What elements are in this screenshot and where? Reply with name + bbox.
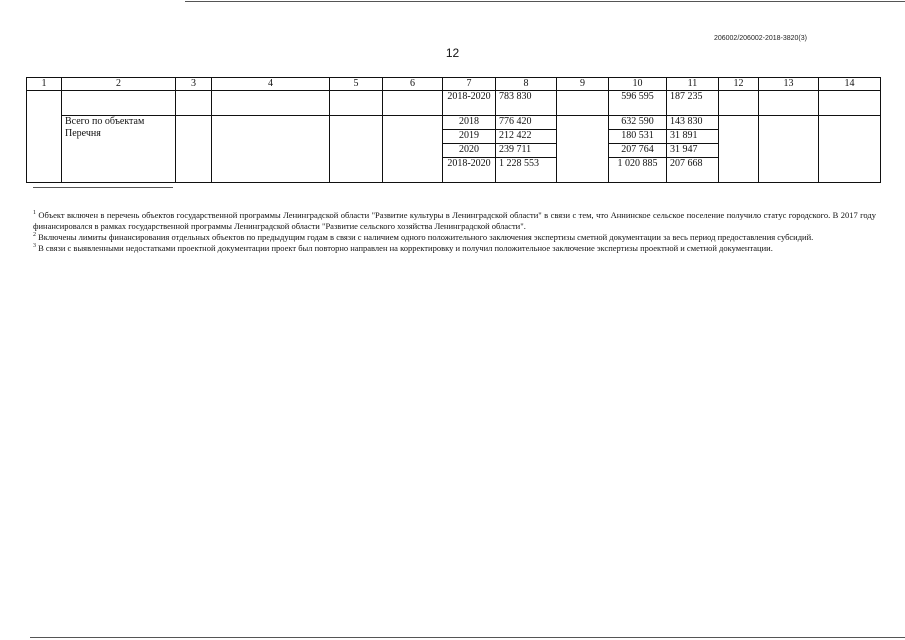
column-header: 1	[27, 78, 62, 91]
footnote-2	[33, 232, 876, 243]
column-header: 6	[383, 78, 443, 91]
cell-total: 239 711	[496, 144, 557, 158]
column-header: 13	[759, 78, 819, 91]
footnote-3	[33, 243, 876, 254]
cell-col6	[383, 116, 443, 183]
cell-col11: 187 235	[667, 91, 719, 116]
footnote-1	[33, 210, 876, 232]
column-header: 3	[176, 78, 212, 91]
cell-col12	[719, 91, 759, 116]
cell-col9	[557, 116, 609, 183]
cell-col3	[176, 91, 212, 116]
cell-col11: 207 668	[667, 158, 719, 183]
cell-year: 2018-2020	[443, 158, 496, 183]
column-header: 2	[62, 78, 176, 91]
cell-col11: 31 947	[667, 144, 719, 158]
document-id: 206002/206002-2018-3820(3)	[713, 35, 807, 42]
bottom-edge-line	[30, 637, 905, 638]
column-header: 11	[667, 78, 719, 91]
cell-col10: 596 595	[609, 91, 667, 116]
column-header: 14	[819, 78, 881, 91]
cell-year: 2018	[443, 116, 496, 130]
cell-year: 2019	[443, 130, 496, 144]
cell-col13	[759, 116, 819, 183]
cell-year: 2018-2020	[443, 91, 496, 116]
column-header: 9	[557, 78, 609, 91]
column-header: 5	[330, 78, 383, 91]
cell-total: 1 228 553	[496, 158, 557, 183]
top-edge-line	[185, 1, 905, 2]
cell-col14	[819, 116, 881, 183]
cell-total: 776 420	[496, 116, 557, 130]
column-header: 4	[212, 78, 330, 91]
footnote-text: Включены лимиты финансирования отдельных объектов по предыдущим годам в связи с наличием одного положительного заключения экспертизы сметной документации за весь период предоставления субсидий.	[38, 232, 814, 242]
column-number-row	[27, 78, 881, 91]
footnote-text: Объект включен в перечень объектов государственной программы Ленинградской области "Развитие культуры в Ленинградской области" в связи с тем, что Аннинское сельское поселение получило статус городского. В 2017 году финансировался в рамках государственной программы Ленинградской области "Развитие сельского хозяйства Ленинградской области".	[33, 210, 877, 231]
cell-col4	[212, 116, 330, 183]
cell-col11: 143 830	[667, 116, 719, 130]
column-header: 8	[496, 78, 557, 91]
column-header: 7	[443, 78, 496, 91]
financing-table	[26, 77, 881, 183]
group-label: Всего по объектам Перечня	[62, 116, 176, 183]
cell-col3	[176, 116, 212, 183]
footnote-mark: 3	[33, 243, 36, 250]
cell-total: 212 422	[496, 130, 557, 144]
cell-col10: 1 020 885	[609, 158, 667, 183]
cell-col13	[759, 91, 819, 116]
cell-col5	[330, 91, 383, 116]
footnote-mark: 1	[33, 210, 36, 217]
cell-col11: 31 891	[667, 130, 719, 144]
footnote-separator	[33, 187, 173, 188]
page-number: 12	[445, 46, 460, 60]
table-row	[27, 116, 881, 130]
footnotes	[33, 210, 876, 254]
column-header: 10	[609, 78, 667, 91]
cell-col10: 180 531	[609, 130, 667, 144]
footnote-text: В связи с выявленными недостатками проектной документации проект был повторно направлен на корректировку и получил положительное заключение экспертизы проектной и сметной документации.	[38, 243, 773, 253]
cell-col2	[62, 91, 176, 116]
cell-year: 2020	[443, 144, 496, 158]
column-header: 12	[719, 78, 759, 91]
cell-col10: 207 764	[609, 144, 667, 158]
table-row	[27, 91, 881, 116]
cell-col1	[27, 91, 62, 183]
cell-col9	[557, 91, 609, 116]
cell-col5	[330, 116, 383, 183]
cell-col10: 632 590	[609, 116, 667, 130]
cell-col4	[212, 91, 330, 116]
cell-col14	[819, 91, 881, 116]
cell-col6	[383, 91, 443, 116]
cell-col12	[719, 116, 759, 183]
footnote-mark: 2	[33, 232, 36, 239]
cell-total: 783 830	[496, 91, 557, 116]
